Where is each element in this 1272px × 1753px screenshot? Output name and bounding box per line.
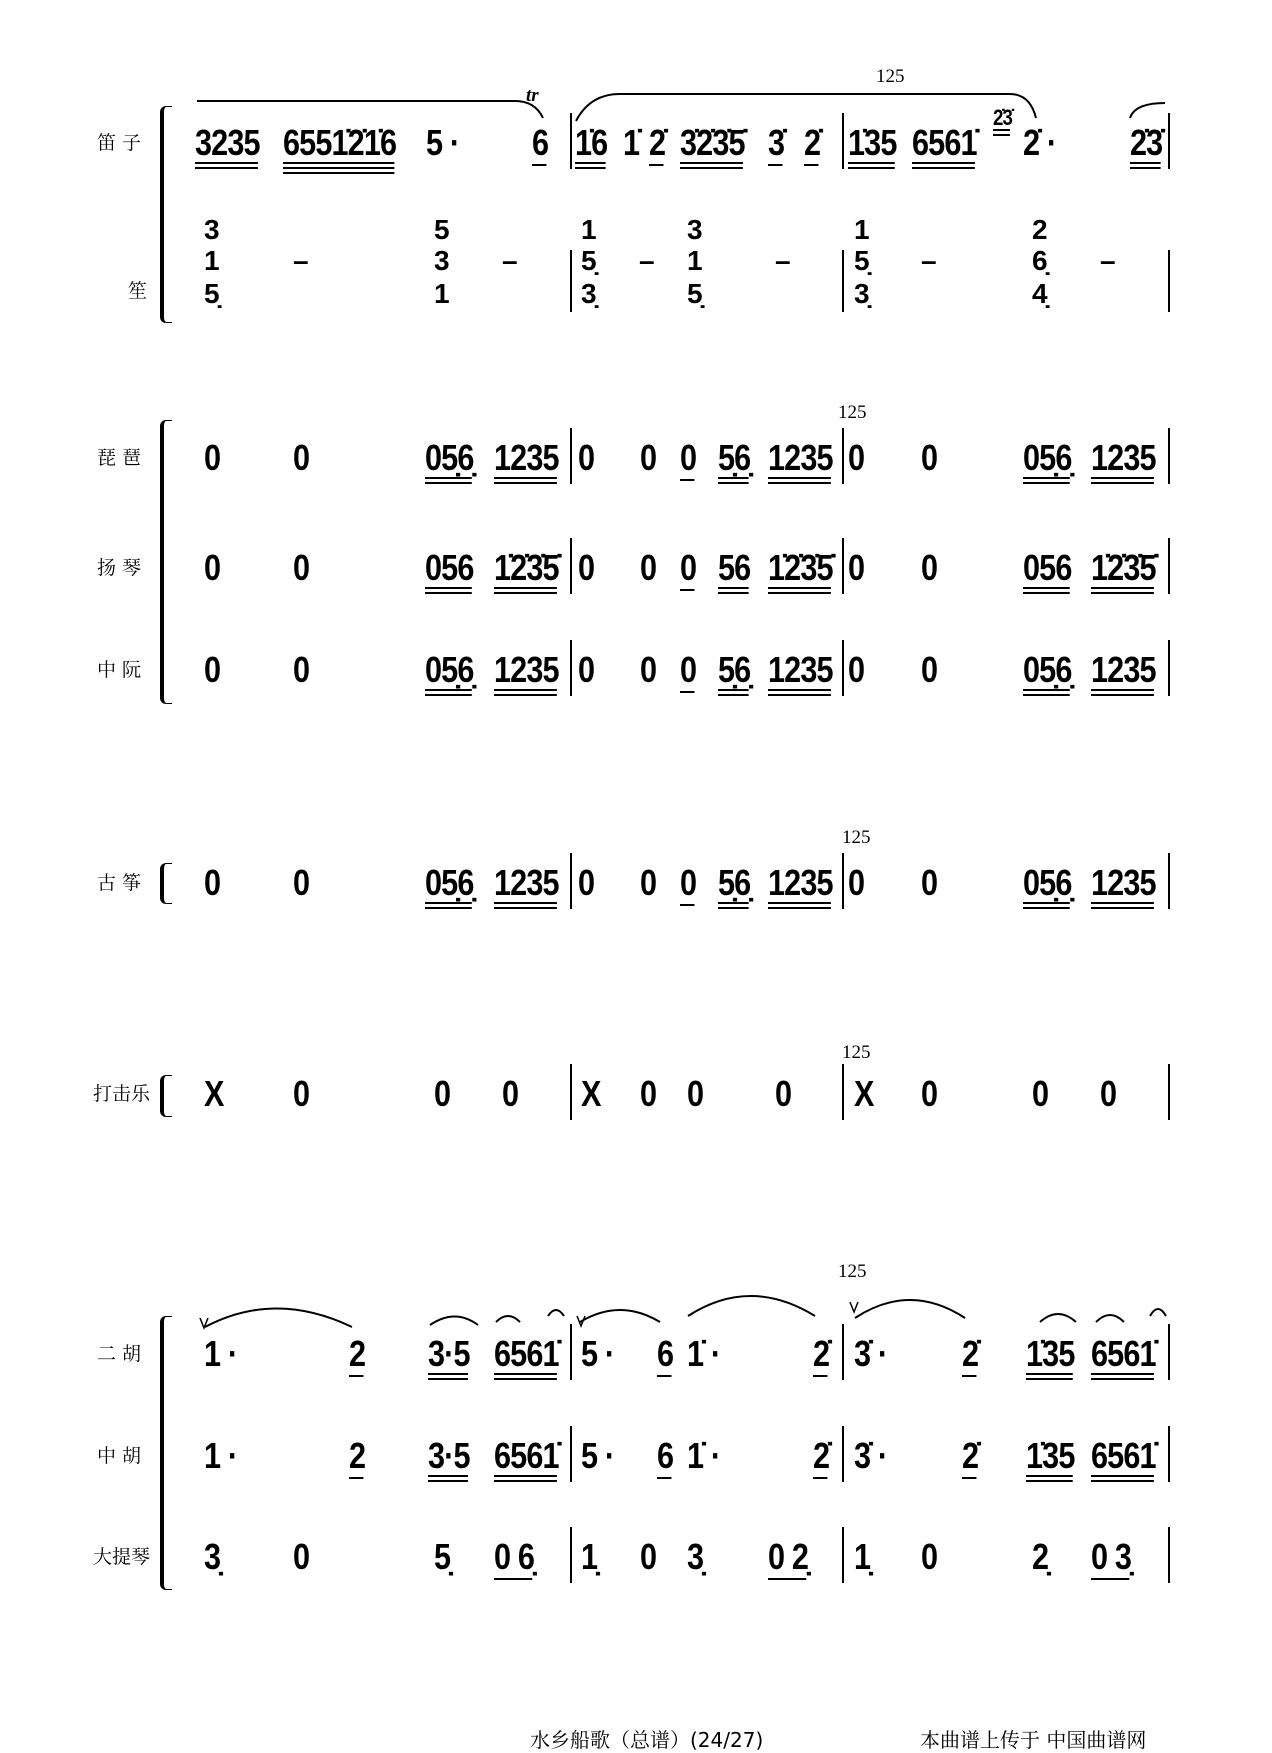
pipa-note: 5̣6̣	[718, 437, 751, 478]
yangqin-note: 1̇2̇3̇5̇	[494, 547, 559, 588]
erhu-slur	[1150, 1309, 1166, 1316]
datiqin-note: 0 6̣	[494, 1536, 534, 1577]
erhu-slur	[855, 1300, 965, 1318]
measure-number: 125	[842, 1042, 871, 1063]
dizi-note: 2̇	[649, 122, 666, 163]
dizi-note: 1̇35	[848, 122, 897, 163]
erhu-note: 6561̇	[1091, 1333, 1156, 1374]
zhongruan-note: 05̣6̣	[1023, 649, 1072, 690]
system-bracket	[160, 863, 172, 904]
percussion-note: 0	[687, 1073, 704, 1114]
datiqin-note: 1̣	[854, 1536, 871, 1577]
dizi-note: 1̇6	[575, 122, 608, 163]
dizi-note: 2̇ ·	[1023, 122, 1057, 163]
pipa-note: 05̣6̣	[425, 437, 474, 478]
dizi-note: 3̇2̇3̇5̇	[680, 122, 745, 163]
datiqin-note: 0	[921, 1536, 938, 1577]
yangqin-note: 0	[293, 547, 310, 588]
percussion-note: X	[581, 1073, 601, 1114]
sheng-chord-note: 5̣	[204, 278, 219, 309]
percussion-note: 0	[434, 1073, 451, 1114]
zhonghu-note: 6	[657, 1435, 674, 1476]
trill-mark: tr	[526, 85, 539, 106]
erhu-slur	[496, 1316, 520, 1322]
zhonghu-note: 3̇ ·	[854, 1435, 888, 1476]
erhu-note: 1̇ ·	[687, 1333, 721, 1374]
yangqin-note: 056	[425, 547, 474, 588]
zhongruan-note: 1235	[494, 649, 559, 690]
zhongruan-note: 0	[640, 649, 657, 690]
sheng-sustain-dash: –	[775, 245, 790, 276]
sheng-chord-note: 5̣	[854, 245, 869, 276]
dizi-note: 6561̇	[912, 122, 977, 163]
dizi-slur	[576, 94, 1036, 121]
pipa-note: 0	[293, 437, 310, 478]
zhongruan-note: 1235	[768, 649, 833, 690]
erhu-slur	[580, 1310, 660, 1322]
system-bracket	[160, 1316, 172, 1590]
datiqin-note: 0	[640, 1536, 657, 1577]
guzheng-note: 0	[680, 862, 697, 903]
datiqin-note: 1̣	[581, 1536, 598, 1577]
sheng-sustain-dash: –	[293, 245, 308, 276]
pipa-note: 1235	[768, 437, 833, 478]
zhonghu-note: 5 ·	[581, 1435, 615, 1476]
zhongruan-note: 0	[848, 649, 865, 690]
zhonghu-note: 1̇35	[1026, 1435, 1075, 1476]
erhu-note: 6561̇	[494, 1333, 559, 1374]
zhongruan-note: 0	[204, 649, 221, 690]
zhonghu-note: 1̇ ·	[687, 1435, 721, 1476]
sheng-chord-note: 1	[687, 245, 702, 276]
datiqin-note: 0	[293, 1536, 310, 1577]
zhonghu-note: 1 ·	[204, 1435, 238, 1476]
sheng-chord-note: 1	[854, 214, 869, 245]
dizi-tie	[197, 101, 543, 118]
sheng-chord-note: 5	[434, 214, 449, 245]
zhongruan-note: 0	[293, 649, 310, 690]
measure-number: 125	[842, 827, 871, 848]
percussion-note: 0	[1032, 1073, 1049, 1114]
percussion-note: 0	[775, 1073, 792, 1114]
zhongruan-note: 05̣6̣	[425, 649, 474, 690]
pipa-note: 0	[578, 437, 595, 478]
yangqin-note: 0	[204, 547, 221, 588]
guzheng-note: 0	[578, 862, 595, 903]
guzheng-note: 0	[293, 862, 310, 903]
datiqin-note: 3̣	[687, 1536, 704, 1577]
erhu-note: 2̇	[962, 1333, 979, 1374]
guzheng-note: 1235	[768, 862, 833, 903]
guzheng-note: 05̣6̣	[425, 862, 474, 903]
yangqin-note: 0	[578, 547, 595, 588]
footer-title: 水乡船歌（总谱）(24/27)	[530, 1728, 764, 1752]
guzheng-note: 0	[921, 862, 938, 903]
zhonghu-note: 2	[349, 1435, 366, 1476]
datiqin-note: 3̣	[204, 1536, 221, 1577]
percussion-note: X	[854, 1073, 874, 1114]
pipa-note: 0	[921, 437, 938, 478]
erhu-slur	[1096, 1315, 1124, 1322]
pipa-note: 0	[848, 437, 865, 478]
dizi-note: 2̇	[804, 122, 821, 163]
erhu-slur	[430, 1317, 478, 1326]
sheng-chord-note: 2	[1032, 214, 1047, 245]
instrument-label-dizi: 笛 子	[97, 132, 142, 154]
percussion-note: X	[204, 1073, 224, 1114]
guzheng-note: 0	[640, 862, 657, 903]
zhongruan-note: 0	[578, 649, 595, 690]
erhu-note: 1̇35	[1026, 1333, 1075, 1374]
erhu-slur	[205, 1309, 352, 1328]
yangqin-note: 0	[848, 547, 865, 588]
percussion-note: 0	[640, 1073, 657, 1114]
dizi-note: 3235	[195, 122, 260, 163]
zhonghu-note: 3·5	[428, 1435, 470, 1476]
sheng-chord-note: 3̣	[581, 278, 596, 309]
dizi-note: 1̇	[623, 122, 640, 163]
yangqin-note: 056	[1023, 547, 1072, 588]
sheng-sustain-dash: –	[639, 245, 654, 276]
percussion-note: 0	[1100, 1073, 1117, 1114]
zhongruan-note: 5̣6̣	[718, 649, 751, 690]
sheng-chord-note: 3	[204, 214, 219, 245]
percussion-note: 0	[293, 1073, 310, 1114]
dizi-note: 6	[532, 122, 549, 163]
percussion-note: 0	[921, 1073, 938, 1114]
yangqin-note: 0	[680, 547, 697, 588]
yangqin-note: 0	[921, 547, 938, 588]
erhu-note: 3̇ ·	[854, 1333, 888, 1374]
erhu-note: 6	[657, 1333, 674, 1374]
instrument-label-pipa: 琵 琶	[97, 447, 142, 469]
erhu-note: 3·5	[428, 1333, 470, 1374]
sheng-chord-note: 6̣	[1032, 245, 1047, 276]
zhonghu-note: 2̇	[962, 1435, 979, 1476]
instrument-label-guzheng: 古 筝	[97, 872, 142, 894]
system-bracket	[160, 1075, 172, 1117]
sheng-chord-note: 3̣	[854, 278, 869, 309]
erhu-slur	[688, 1296, 815, 1316]
erhu-note: 2	[349, 1333, 366, 1374]
zhongruan-note: 0	[680, 649, 697, 690]
sheng-chord-note: 5̣	[687, 278, 702, 309]
dizi-grace-note: 2̇3̇	[993, 105, 1013, 130]
sheng-chord-note: 1	[204, 245, 219, 276]
system-bracket	[160, 106, 172, 323]
instrument-label-yangqin: 扬 琴	[97, 557, 142, 579]
dizi-slur	[1130, 103, 1165, 118]
datiqin-note: 2̣	[1032, 1536, 1049, 1577]
dizi-note: 5 ·	[426, 122, 460, 163]
measure-number: 125	[838, 402, 867, 423]
zhonghu-note: 6561̇	[1091, 1435, 1156, 1476]
guzheng-note: 0	[848, 862, 865, 903]
sheng-chord-note: 1	[581, 214, 596, 245]
yangqin-note: 0	[640, 547, 657, 588]
dizi-note: 3̇	[768, 122, 785, 163]
datiqin-note: 0 2̣	[768, 1536, 808, 1577]
sheng-chord-note: 5̣	[581, 245, 596, 276]
erhu-note: 1 ·	[204, 1333, 238, 1374]
breath-mark	[850, 1302, 858, 1312]
pipa-note: 05̣6̣	[1023, 437, 1072, 478]
guzheng-note: 1235	[494, 862, 559, 903]
yangqin-note: 1̇2̇3̇5̇	[1091, 547, 1156, 588]
footer-source: 本曲谱上传于 中国曲谱网	[920, 1728, 1147, 1752]
measure-number: 125	[876, 66, 905, 87]
sheng-chord-note: 1	[434, 278, 449, 309]
zhonghu-note: 2̇	[813, 1435, 830, 1476]
sheng-chord-note: 4̣	[1032, 278, 1047, 309]
pipa-note: 0	[204, 437, 221, 478]
guzheng-note: 1235	[1091, 862, 1156, 903]
sheng-sustain-dash: –	[1100, 245, 1115, 276]
datiqin-note: 0 3̣	[1091, 1536, 1131, 1577]
dizi-note: 6551̇2̇1̇6	[283, 122, 397, 163]
guzheng-note: 0	[204, 862, 221, 903]
sheng-chord-note: 3	[434, 245, 449, 276]
guzheng-note: 05̣6̣	[1023, 862, 1072, 903]
percussion-note: 0	[502, 1073, 519, 1114]
instrument-label-erhu: 二 胡	[97, 1343, 142, 1365]
instrument-label-zhongruan: 中 阮	[97, 659, 142, 681]
system-bracket	[160, 420, 172, 704]
instrument-label-datiqin: 大提琴	[93, 1546, 151, 1568]
zhongruan-note: 1235	[1091, 649, 1156, 690]
pipa-note: 0	[640, 437, 657, 478]
zhonghu-note: 6561̇	[494, 1435, 559, 1476]
guzheng-note: 5̣6̣	[718, 862, 751, 903]
yangqin-note: 1̇2̇3̇5̇	[768, 547, 833, 588]
sheng-sustain-dash: –	[502, 245, 517, 276]
yangqin-note: 56	[718, 547, 751, 588]
instrument-label-sheng: 笙	[128, 280, 148, 302]
pipa-note: 0	[680, 437, 697, 478]
erhu-slur	[1040, 1314, 1076, 1322]
erhu-slur	[548, 1310, 564, 1316]
pipa-note: 1235	[494, 437, 559, 478]
instrument-label-percussion: 打击乐	[93, 1083, 151, 1105]
datiqin-note: 5̣	[434, 1536, 451, 1577]
pipa-note: 1235	[1091, 437, 1156, 478]
measure-number: 125	[838, 1261, 867, 1282]
dizi-note: 2̇3̇	[1130, 122, 1163, 163]
sheng-chord-note: 3	[687, 214, 702, 245]
erhu-note: 2̇	[813, 1333, 830, 1374]
sheng-sustain-dash: –	[921, 245, 936, 276]
zhongruan-note: 0	[921, 649, 938, 690]
instrument-label-zhonghu: 中 胡	[97, 1445, 142, 1467]
erhu-note: 5 ·	[581, 1333, 615, 1374]
